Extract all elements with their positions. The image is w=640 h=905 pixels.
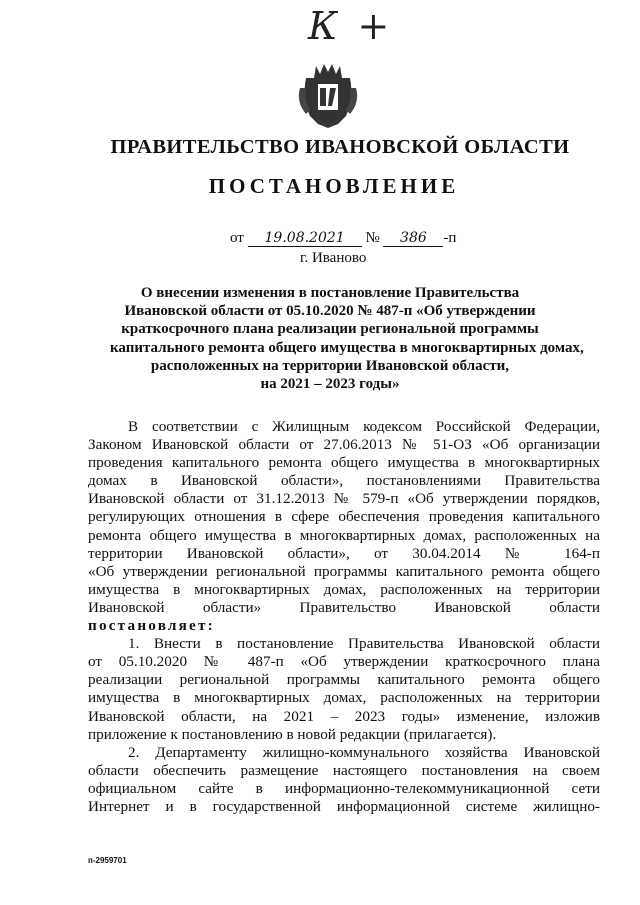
coat-of-arms-emblem	[296, 58, 360, 130]
body-line: В соответствии с Жилищным кодексом Российской Федерации,	[128, 418, 600, 435]
organization-title: ПРАВИТЕЛЬСТВО ИВАНОВСКОЙ ОБЛАСТИ	[110, 136, 570, 158]
body-line: Ивановской области от 31.12.2013 № 579-п «Об утверждении порядков,	[88, 490, 600, 508]
document-date: 19.08.2021	[248, 230, 362, 247]
body-line: домах в Ивановской области», постановлениями Правительства	[88, 472, 600, 490]
date-prefix: от	[230, 230, 244, 246]
number-suffix: -п	[443, 230, 457, 246]
title-line: расположенных на территории Ивановской области,	[150, 357, 510, 374]
body-line: реализации региональной программы капитального ремонта общего	[88, 671, 600, 689]
body-line: регулирующих отношения в сфере обеспечения проведения капитального	[88, 508, 600, 526]
body-line: «Об утверждении региональной программы капитального ремонта общего	[88, 562, 600, 580]
document-title	[110, 284, 584, 393]
body-line: области обеспечить размещение настоящего постановления на своем	[88, 761, 600, 779]
body-line: Интернет и в государственной информационной системе жилищно-	[88, 797, 600, 815]
title-line: Ивановской области от 05.10.2020 № 487-п «Об утверждении	[124, 303, 536, 320]
title-line: О внесении изменения в постановление Правительства	[140, 285, 520, 301]
body-line: Ивановской области» Правительство Ивановской области	[88, 598, 600, 616]
handwritten-note: К +	[308, 4, 394, 48]
title-line: на 2021 – 2023 годы»	[260, 376, 400, 393]
document-type: ПОСТАНОВЛЕНИЕ	[208, 174, 460, 198]
body-line: официальном сайте в информационно-телекоммуникационной сети	[88, 779, 600, 797]
title-line: краткосрочного плана реализации региональной программы	[121, 321, 539, 338]
city-name: г. Иваново	[300, 250, 367, 266]
title-line: капитального ремонта общего имущества в многоквартирных домах,	[110, 339, 584, 356]
body-line: проведения капитального ремонта общего имущества в многоквартирных	[88, 454, 600, 472]
body-line: Законом Ивановской области от 27.06.2013 № 51-ОЗ «Об организации	[88, 436, 600, 454]
document-body	[88, 418, 600, 816]
body-line: 2. Департаменту жилищно-коммунального хозяйства Ивановской	[128, 743, 600, 761]
body-line: территории Ивановской области», от 30.04.2014 № 164-п	[88, 544, 600, 562]
body-line: 1. Внести в постановление Правительства Ивановской области	[128, 635, 600, 653]
body-line-decree-verb: постановляет:	[88, 617, 215, 635]
document-code: п-2959701	[88, 856, 127, 865]
document-number: 386	[383, 230, 443, 247]
date-number-line	[230, 230, 456, 247]
body-line: ремонта общего имущества в многоквартирных домах, расположенных на	[88, 526, 600, 544]
body-line: имущества в многоквартирных домах, расположенных на территории	[88, 689, 600, 707]
body-line: имущества в многоквартирных домах, расположенных на территории	[88, 580, 600, 598]
body-line: Ивановской области, на 2021 – 2023 годы» изменение, изложив	[88, 707, 600, 725]
body-line: от 05.10.2020 № 487-п «Об утверждении краткосрочного плана	[88, 653, 600, 671]
body-line: приложение к постановлению в новой редакции (прилагается).	[88, 725, 497, 743]
number-sign: №	[365, 230, 380, 246]
